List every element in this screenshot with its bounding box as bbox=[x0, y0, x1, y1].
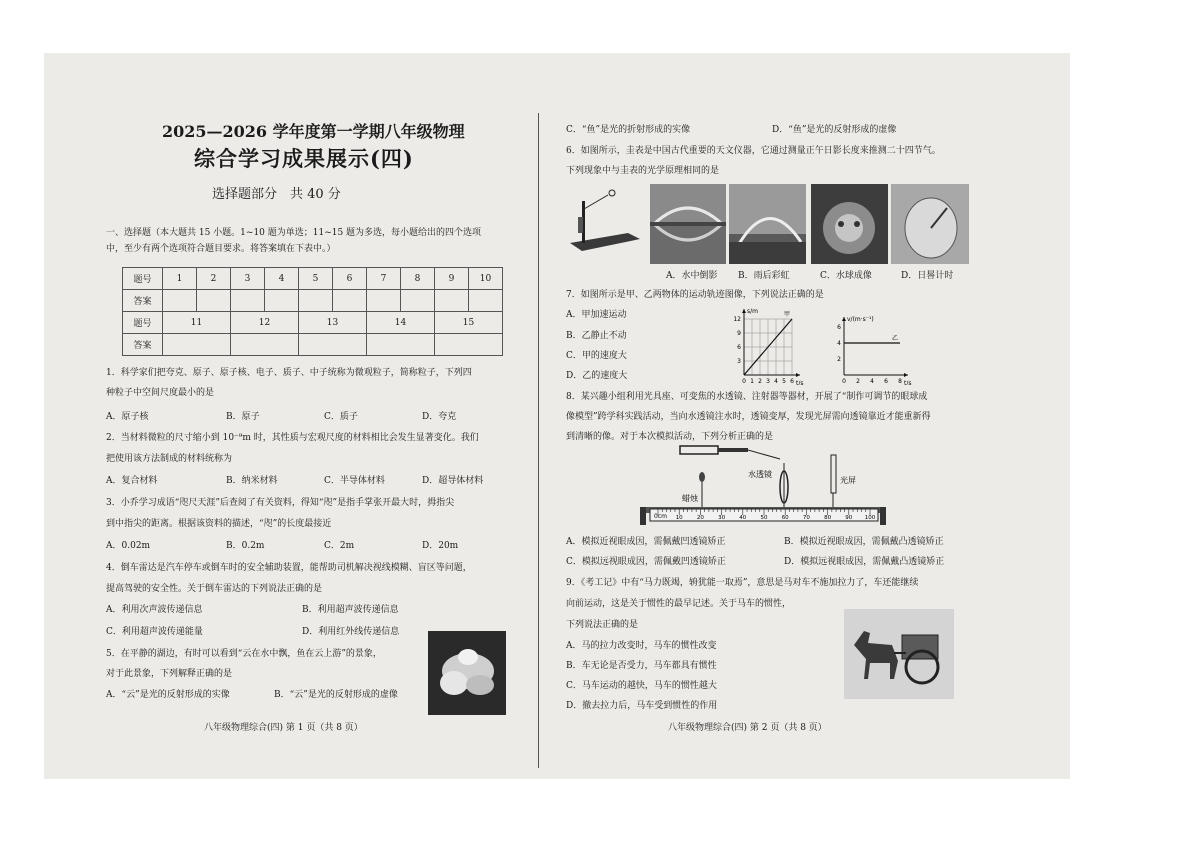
answer-cell-6[interactable] bbox=[333, 290, 367, 312]
x-tick-label: 4 bbox=[870, 378, 874, 385]
q1-option-c[interactable]: C．质子 bbox=[324, 412, 358, 422]
q9-option-c[interactable]: C．马车运动的越快，马车的惯性越大 bbox=[566, 681, 717, 691]
answer-cell-11[interactable] bbox=[163, 334, 231, 356]
q2-option-d[interactable]: D．超导体材料 bbox=[422, 476, 484, 486]
ruler-tick-label: 20 bbox=[696, 515, 704, 521]
q8-stem-line1: 8．某兴趣小组利用光具座、可变焦的水透镜、注射器等器材，开展了“制作可调节的眼球成 bbox=[566, 392, 928, 402]
q4-option-d[interactable]: D．利用红外线传递信息 bbox=[302, 627, 400, 637]
ruler-tick-label: 30 bbox=[718, 515, 726, 521]
q9-option-a[interactable]: A．马的拉力改变时，马车的惯性改变 bbox=[566, 641, 717, 651]
y-tick-label: 6 bbox=[737, 344, 741, 351]
q1-option-a[interactable]: A．原子核 bbox=[106, 412, 149, 422]
answer-table-row-answer2 bbox=[123, 334, 503, 356]
y-tick-label: 3 bbox=[737, 358, 741, 365]
x-tick-label: 3 bbox=[766, 378, 770, 385]
y-axis-arrow bbox=[842, 317, 846, 321]
q3-option-a[interactable]: A．0.02m bbox=[106, 541, 151, 551]
q1-stem-line1: 1．科学家们把夸克、原子、原子核、电子、质子、中子统称为微观粒子，简称粒子，下列四 bbox=[106, 368, 472, 378]
x-tick-label: 8 bbox=[898, 378, 902, 385]
chart-s-t bbox=[730, 301, 810, 385]
answer-cell-10[interactable] bbox=[469, 290, 503, 312]
ruler-tick-label: 80 bbox=[824, 515, 832, 521]
sundial-photo bbox=[891, 184, 969, 264]
y-axis-label: s/m bbox=[747, 308, 758, 315]
ruler-tick-label: 10 bbox=[675, 515, 683, 521]
q6-option-c[interactable]: C．水球成像 bbox=[820, 271, 872, 281]
series-label: 甲 bbox=[784, 311, 791, 318]
table-cell: 4 bbox=[265, 268, 299, 290]
q9-stem-line1: 9．《考工记》中有“马力既竭，辀犹能一取焉”，意思是马对车不施加拉力了，车还能继续 bbox=[566, 578, 919, 588]
x-tick-label: 4 bbox=[774, 378, 778, 385]
q1-option-b[interactable]: B．原子 bbox=[226, 412, 260, 422]
q4-option-b[interactable]: B．利用超声波传递信息 bbox=[302, 605, 399, 615]
y-tick-label: 4 bbox=[837, 340, 841, 347]
q9-option-b[interactable]: B．车无论是否受力，马车都具有惯性 bbox=[566, 661, 717, 671]
x-tick-label: 0 bbox=[842, 378, 846, 385]
q6-stem-line1: 6．如图所示，圭表是中国古代重要的天文仪器，它通过测量正午日影长度来推测二十四节气。 bbox=[566, 146, 941, 156]
exam-title-line1: 2025—2026 学年度第一学期八年级物理 bbox=[162, 122, 465, 141]
table-cell: 8 bbox=[401, 268, 435, 290]
q6-option-b[interactable]: B．雨后彩虹 bbox=[738, 271, 790, 281]
section-intro-line1: 一、选择题（本大题共 15 小题。1~10 题为单选；11~15 题为多选，每小题给出的四个选项 bbox=[106, 228, 482, 238]
q2-option-a[interactable]: A．复合材料 bbox=[106, 476, 158, 486]
answer-table-row-answer1 bbox=[123, 290, 503, 312]
q8-option-b[interactable]: B．模拟近视眼成因，需佩戴凸透镜矫正 bbox=[784, 537, 944, 547]
answer-cell-13[interactable] bbox=[299, 334, 367, 356]
q6-option-d[interactable]: D．日晷计时 bbox=[901, 271, 954, 281]
chart-v-t bbox=[830, 301, 914, 385]
rainbow-photo bbox=[729, 184, 806, 264]
section-intro-line2: 中，至少有两个选项符合题目要求。将答案填在下表中。） bbox=[106, 244, 336, 254]
optical-bench-diagram bbox=[640, 443, 890, 525]
q4-option-a[interactable]: A．利用次声波传递信息 bbox=[106, 605, 203, 615]
ruler-unit-label: 0cm bbox=[654, 513, 667, 520]
right-page bbox=[540, 53, 1070, 779]
q2-stem-line1: 2．当材料微粒的尺寸缩小到 10⁻⁹m 时，其性质与宏观尺度的材料相比会发生显著变化。我们 bbox=[106, 433, 479, 443]
horse-chariot-photo bbox=[844, 609, 954, 699]
q5-option-d[interactable]: D．“鱼”是光的反射形成的虚像 bbox=[772, 125, 897, 135]
answer-cell-12[interactable] bbox=[231, 334, 299, 356]
water-ball-photo bbox=[811, 184, 888, 264]
q9-stem-line3: 下列说法正确的是 bbox=[566, 620, 639, 630]
q8-option-c[interactable]: C．模拟远视眼成因，需佩戴凹透镜矫正 bbox=[566, 557, 726, 567]
q1-option-d[interactable]: D．夸克 bbox=[422, 412, 457, 422]
q5-stem-line1: 5．在平静的湖边，有时可以看到“云在水中飘，鱼在云上游”的景象， bbox=[106, 649, 382, 659]
q2-option-c[interactable]: C．半导体材料 bbox=[324, 476, 385, 486]
q4-stem-line2: 提高驾驶的安全性。关于倒车雷达的下列说法正确的是 bbox=[106, 584, 323, 594]
q3-option-b[interactable]: B．0.2m bbox=[226, 541, 265, 551]
answer-cell-15[interactable] bbox=[435, 334, 503, 356]
q5-stem-line2: 对于此景象，下列解释正确的是 bbox=[106, 669, 233, 679]
x-tick-label: 2 bbox=[856, 378, 860, 385]
answer-cell-8[interactable] bbox=[401, 290, 435, 312]
y-axis-label: v/(m·s⁻¹) bbox=[847, 316, 874, 323]
answer-cell-9[interactable] bbox=[435, 290, 469, 312]
answer-cell-4[interactable] bbox=[265, 290, 299, 312]
table-cell: 6 bbox=[333, 268, 367, 290]
q6-option-a[interactable]: A．水中倒影 bbox=[666, 271, 718, 281]
y-tick-label: 12 bbox=[733, 316, 741, 323]
y-tick-label: 6 bbox=[837, 324, 841, 331]
x-axis-label: t/s bbox=[796, 380, 804, 385]
answer-table-row-number2 bbox=[123, 312, 503, 334]
answer-cell-7[interactable] bbox=[367, 290, 401, 312]
q2-option-b[interactable]: B．纳米材料 bbox=[226, 476, 278, 486]
table-cell: 14 bbox=[367, 312, 435, 334]
series-label: 乙 bbox=[892, 335, 899, 342]
x-axis-arrow bbox=[796, 373, 800, 377]
q7-option-c[interactable]: C．甲的速度大 bbox=[566, 351, 627, 361]
gnomon-diagram bbox=[568, 187, 642, 257]
answer-table-row-number1 bbox=[123, 268, 503, 290]
q5-option-a[interactable]: A．“云”是光的反射形成的实像 bbox=[106, 690, 230, 700]
q2-stem-line2: 把使用该方法制成的材料统称为 bbox=[106, 454, 233, 464]
q6-stem-line2: 下列现象中与圭表的光学原理相同的是 bbox=[566, 166, 720, 176]
x-tick-label: 6 bbox=[790, 378, 794, 385]
exam-sheet bbox=[44, 53, 1070, 779]
left-page bbox=[44, 53, 538, 779]
table-cell: 12 bbox=[231, 312, 299, 334]
q9-stem-line2: 向前运动，这是关于惯性的最早记述。关于马车的惯性， bbox=[566, 599, 792, 609]
answer-cell-3[interactable] bbox=[231, 290, 265, 312]
q9-option-d[interactable]: D．撤去拉力后，马车受到惯性的作用 bbox=[566, 701, 718, 711]
q3-option-c[interactable]: C．2m bbox=[324, 541, 355, 551]
q8-option-d[interactable]: D．模拟远视眼成因，需佩戴凸透镜矫正 bbox=[784, 557, 945, 567]
x-tick-label: 2 bbox=[758, 378, 762, 385]
answer-cell-1[interactable] bbox=[163, 290, 197, 312]
q3-option-d[interactable]: D．20m bbox=[422, 541, 459, 551]
clouds-water-photo bbox=[428, 631, 506, 715]
table-cell: 9 bbox=[435, 268, 469, 290]
table-cell: 3 bbox=[231, 268, 265, 290]
ruler-tick-label: 50 bbox=[760, 515, 768, 521]
y-tick-label: 2 bbox=[837, 356, 841, 363]
q8-option-a[interactable]: A．模拟近视眼成因，需佩戴凹透镜矫正 bbox=[566, 537, 726, 547]
q5-option-b[interactable]: B．“云”是光的反射形成的虚像 bbox=[274, 690, 398, 700]
x-tick-label: 1 bbox=[750, 378, 754, 385]
x-tick-label: 5 bbox=[782, 378, 786, 385]
ruler-tick-label: 40 bbox=[739, 515, 747, 521]
table-cell: 10 bbox=[469, 268, 503, 290]
table-cell: 2 bbox=[197, 268, 231, 290]
ruler-tick-label: 70 bbox=[802, 515, 810, 521]
q1-stem-line2: 种粒子中空间尺度最小的是 bbox=[106, 388, 215, 398]
q7-option-d[interactable]: D．乙的速度大 bbox=[566, 371, 628, 381]
table-label: 答案 bbox=[123, 290, 163, 312]
table-cell: 1 bbox=[163, 268, 197, 290]
screen-label: 光屏 bbox=[840, 476, 856, 485]
y-tick-label: 9 bbox=[737, 330, 741, 337]
ruler-tick-label: 60 bbox=[781, 515, 789, 521]
y-axis-arrow bbox=[742, 309, 746, 313]
answer-cell-2[interactable] bbox=[197, 290, 231, 312]
x-axis-label: t/s bbox=[904, 380, 912, 385]
table-label: 题号 bbox=[123, 312, 163, 334]
answer-table bbox=[122, 267, 503, 356]
q8-stem-line3: 到清晰的像。对于本次模拟活动，下列分析正确的是 bbox=[566, 432, 774, 442]
table-cell: 11 bbox=[163, 312, 231, 334]
ruler-tick-label: 100 bbox=[864, 515, 876, 521]
water-lens-label: 水透镜 bbox=[748, 470, 772, 479]
q3-stem-line1: 3．小乔学习成语“咫尺天涯”后查阅了有关资料，得知“咫”是指手掌张开最大时，拇指尖 bbox=[106, 498, 455, 508]
candle-label: 蜡烛 bbox=[682, 494, 698, 503]
q4-option-c[interactable]: C．利用超声波传递能量 bbox=[106, 627, 203, 637]
table-label: 答案 bbox=[123, 334, 163, 356]
table-cell: 15 bbox=[435, 312, 503, 334]
q7-stem: 7．如图所示是甲、乙两物体的运动轨迹图像，下列说法正确的是 bbox=[566, 290, 824, 300]
q4-stem-line1: 4．倒车雷达是汽车停车或倒车时的安全辅助装置，能帮助司机解决视线模糊、盲区等问题， bbox=[106, 563, 472, 573]
x-tick-label: 6 bbox=[884, 378, 888, 385]
table-cell: 13 bbox=[299, 312, 367, 334]
table-label: 题号 bbox=[123, 268, 163, 290]
page2-footer: 八年级物理综合(四) 第 2 页（共 8 页） bbox=[668, 723, 827, 733]
q3-stem-line2: 到中指尖的距离。根据该资料的描述，“咫”的长度最接近 bbox=[106, 519, 332, 529]
page1-footer: 八年级物理综合(四) 第 1 页（共 8 页） bbox=[204, 723, 363, 733]
exam-title-line2: 综合学习成果展示(四) bbox=[194, 146, 414, 171]
ruler-tick-label: 90 bbox=[845, 515, 853, 521]
exam-title-line3: 选择题部分 共 40 分 bbox=[212, 187, 341, 202]
water-reflection-photo bbox=[650, 184, 726, 264]
table-cell: 7 bbox=[367, 268, 401, 290]
q8-stem-line2: 像模型”跨学科实践活动，当向水透镜注水时，透镜变厚，发现光屏需向透镜靠近才能重新得 bbox=[566, 412, 931, 422]
x-axis-arrow bbox=[904, 373, 908, 377]
answer-cell-5[interactable] bbox=[299, 290, 333, 312]
q7-option-b[interactable]: B．乙静止不动 bbox=[566, 331, 627, 341]
page-divider bbox=[538, 113, 539, 768]
answer-cell-14[interactable] bbox=[367, 334, 435, 356]
q7-option-a[interactable]: A．甲加速运动 bbox=[566, 310, 627, 320]
q5-option-c[interactable]: C．“鱼”是光的折射形成的实像 bbox=[566, 125, 691, 135]
table-cell: 5 bbox=[299, 268, 333, 290]
x-tick-label: 0 bbox=[742, 378, 746, 385]
